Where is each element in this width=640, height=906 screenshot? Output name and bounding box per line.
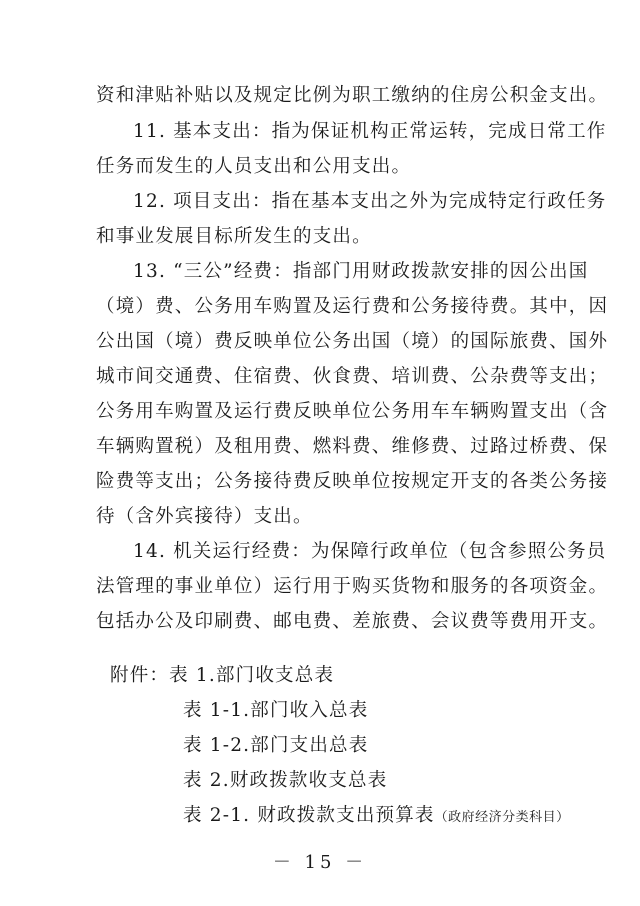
text-line: 险费等支出；公务接待费反映单位按规定开支的各类公务接 bbox=[96, 471, 609, 492]
page-number: － 15 － bbox=[272, 852, 368, 873]
attachment-item: 表 1.部门收支总表 bbox=[169, 665, 335, 686]
attachments-label: 附件： bbox=[110, 665, 170, 686]
text-line: 车辆购置税）及租用费、燃料费、维修费、过路过桥费、保 bbox=[96, 436, 609, 457]
attachment-item: 表 1-2.部门支出总表 bbox=[183, 735, 369, 756]
text-line: 11. 基本支出：指为保证机构正常运转，完成日常工作 bbox=[133, 121, 607, 142]
text-line: 城市间交通费、住宿费、伙食费、培训费、公杂费等支出； bbox=[96, 366, 609, 387]
text-line: 资和津贴补贴以及规定比例为职工缴纳的住房公积金支出。 bbox=[96, 85, 609, 106]
attachment-item: 表 2-1. 财政拨款支出预算表 bbox=[183, 805, 435, 826]
text-line: 14. 机关运行经费：为保障行政单位（包含参照公务员 bbox=[133, 541, 607, 562]
attachment-item-last bbox=[183, 805, 570, 829]
text-line: 任务而发生的人员支出和公用支出。 bbox=[96, 156, 412, 177]
attachments-header bbox=[110, 665, 334, 687]
text-line: 公务用车购置及运行费反映单位公务用车车辆购置支出（含 bbox=[96, 401, 609, 422]
text-line: 包括办公及印刷费、邮电费、差旅费、会议费等费用开支。 bbox=[96, 611, 609, 632]
text-line: 13. “三公”经费：指部门用财政拨款安排的因公出国 bbox=[133, 261, 589, 282]
text-line: 12. 项目支出：指在基本支出之外为完成特定行政任务 bbox=[133, 191, 607, 212]
text-line: 待（含外宾接待）支出。 bbox=[96, 506, 313, 527]
text-line: 法管理的事业单位）运行用于购买货物和服务的各项资金。 bbox=[96, 576, 609, 597]
attachment-note: （政府经济分类科目） bbox=[434, 810, 570, 825]
attachment-item: 表 1-1.部门收入总表 bbox=[183, 700, 369, 721]
text-line: （境）费、公务用车购置及运行费和公务接待费。其中，因 bbox=[96, 296, 609, 317]
attachment-item: 表 2.财政拨款收支总表 bbox=[183, 770, 388, 791]
text-line: 和事业发展目标所发生的支出。 bbox=[96, 226, 372, 247]
text-line: 公出国（境）费反映单位公务出国（境）的国际旅费、国外 bbox=[96, 331, 609, 352]
